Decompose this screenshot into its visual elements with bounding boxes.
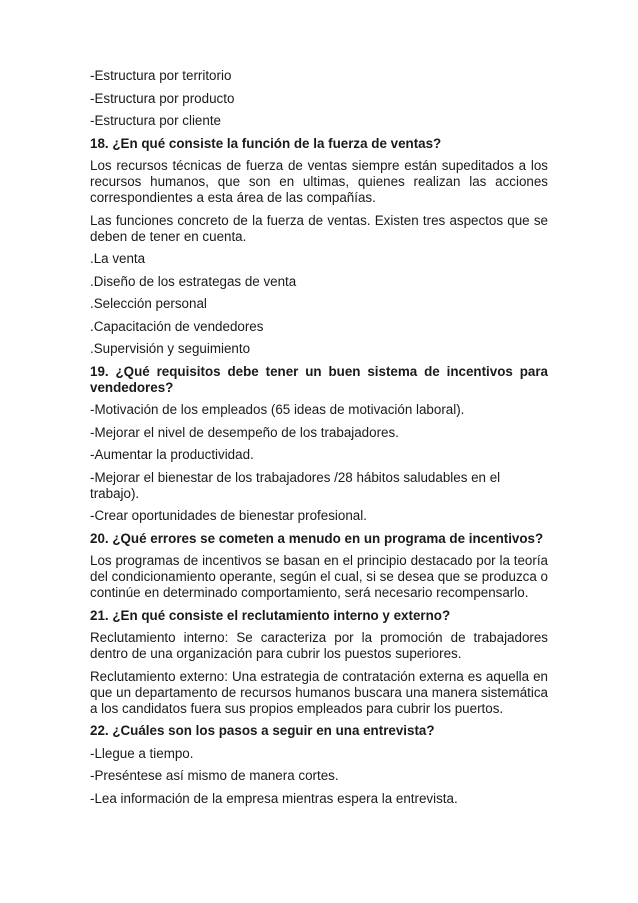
list-item: -Motivación de los empleados (65 ideas de motivación laboral). [90,402,465,417]
list-item: -Preséntese así mismo de manera cortes. [90,768,339,783]
list-item: -Mejorar el nivel de desempeño de los trabajadores. [90,424,399,440]
paragraph: Reclutamiento externo: Una estrategia de contratación externa es aquella en que un departamento de recursos humanos buscara una manera sistemática a los candidatos fuera sus propios empleados para cubrir los puertos. [90,668,548,716]
question-heading-18: 18. ¿En qué consiste la función de la fuerza de ventas? [90,135,442,151]
list-item: -Aumentar la productividad. [90,447,254,462]
question-heading-19: 19. ¿Qué requisitos debe tener un buen sistema de incentivos para vendedores? [90,363,548,395]
list-item: -Llegue a tiempo. [90,745,194,761]
list-item: -Estructura por producto [90,90,235,106]
paragraph: Los recursos técnicas de fuerza de ventas siempre están supeditados a los recursos humanos, que son en ultimas, quienes realizan las acciones correspondientes a esta área de las compañías. [90,158,548,205]
list-item: -Estructura por territorio [90,68,232,83]
question-heading-22: 22. ¿Cuáles son los pasos a seguir en una entrevista? [90,723,435,738]
document-page [90,68,548,813]
list-item: .Capacitación de vendedores [90,318,264,334]
list-item: -Mejorar el bienestar de los trabajadores /28 hábitos saludables en el trabajo). [90,469,501,501]
question-heading-21: 21. ¿En qué consiste el reclutamiento interno y externo? [90,607,451,623]
list-item: -Lea información de la empresa mientras espera la entrevista. [90,790,458,806]
list-item: -Crear oportunidades de bienestar profesional. [90,508,367,523]
list-item: .Selección personal [90,296,207,311]
list-item: -Estructura por cliente [90,113,221,128]
paragraph: Las funciones concreto de la fuerza de ventas. Existen tres aspectos que se deben de tener en cuenta. [90,212,548,244]
question-heading-20: 20. ¿Qué errores se cometen a menudo en un programa de incentivos? [90,530,544,546]
list-item: .Supervisión y seguimiento [90,341,251,356]
list-item: .La venta [90,251,146,266]
paragraph: Reclutamiento interno: Se caracteriza por la promoción de trabajadores dentro de una organización para cubrir los puestos superiores. [90,630,548,661]
paragraph: Los programas de incentivos se basan en el principio destacado por la teoría del condicionamiento operante, según el cual, si se desea que se produzca o continúe en determinado comportamiento, será necesario recompensarlo. [90,553,548,600]
list-item: .Diseño de los estrategas de venta [90,273,297,289]
